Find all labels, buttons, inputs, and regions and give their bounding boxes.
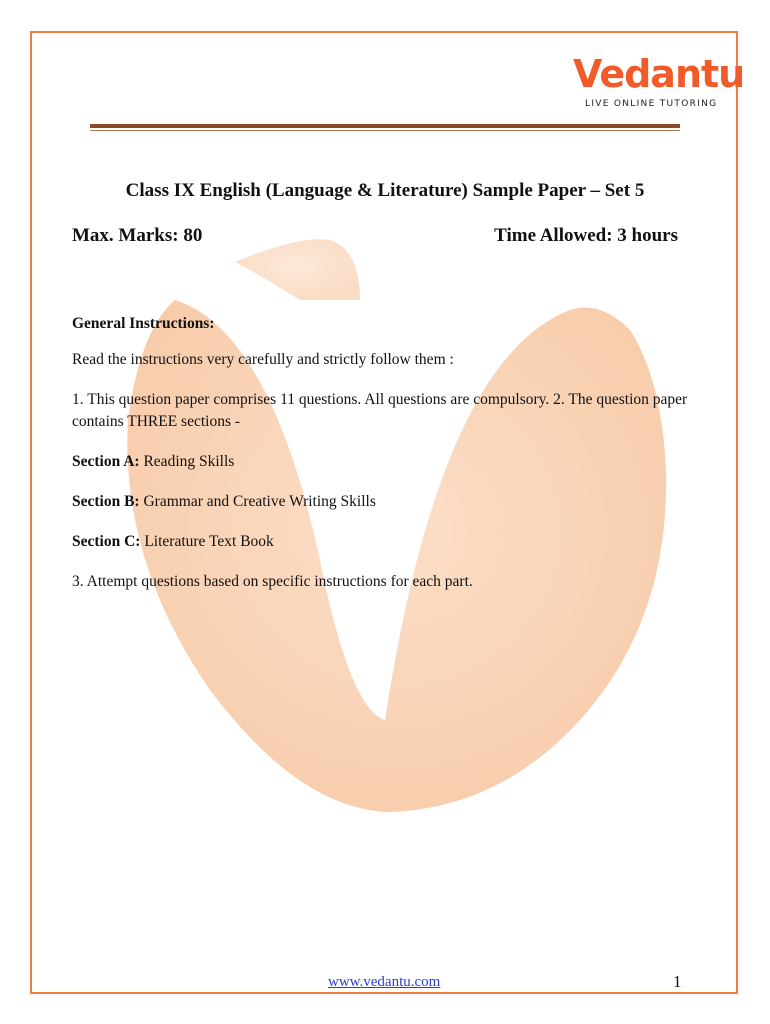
section-a-line: [72, 451, 692, 473]
instruction-point-1: 1. This question paper comprises 11 questions. All questions are compulsory. 2. The question paper contains THREE sections -: [72, 391, 688, 430]
time-allowed: Time Allowed: 3 hours: [494, 225, 678, 246]
header-rule-thick: [90, 124, 680, 128]
header-rule-thin: [90, 130, 680, 131]
section-b-label: Section B:: [72, 493, 140, 510]
section-b-line: [72, 491, 692, 513]
section-a-text: Reading Skills: [139, 453, 235, 470]
logo-wordmark: Vedantu: [573, 52, 745, 96]
instructions-block: [72, 313, 692, 611]
instructions-intro: Read the instructions very carefully and strictly follow them :: [72, 351, 454, 368]
logo-tagline: LIVE ONLINE TUTORING: [585, 99, 718, 109]
section-c-line: [72, 531, 692, 553]
section-b-text: Grammar and Creative Writing Skills: [139, 493, 376, 510]
page-number: 1: [673, 972, 682, 991]
paper-title: Class IX English (Language & Literature) Sample Paper – Set 5: [125, 180, 645, 201]
vedantu-website-link[interactable]: www.vedantu.com: [328, 974, 441, 990]
max-marks: Max. Marks: 80: [72, 225, 203, 246]
section-c-label: Section C:: [72, 533, 141, 550]
instructions-heading: General Instructions:: [72, 315, 215, 332]
vedantu-logo: [565, 52, 745, 114]
section-a-label: Section A:: [72, 453, 140, 470]
section-c-text: Literature Text Book: [140, 533, 274, 550]
instruction-point-3: 3. Attempt questions based on specific instructions for each part.: [72, 573, 473, 590]
